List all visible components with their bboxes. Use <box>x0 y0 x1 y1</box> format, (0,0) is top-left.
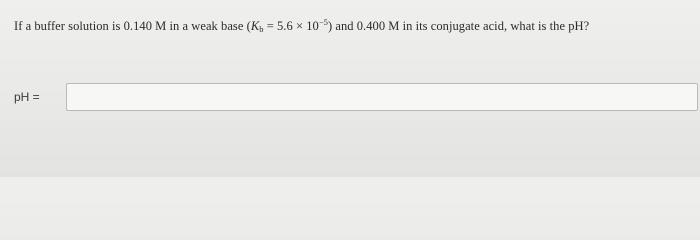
kb-subscript: b <box>259 24 264 34</box>
kb-value: = 5.6 × 10 <box>263 19 319 33</box>
answer-row <box>14 80 698 114</box>
kb-exponent-wrap <box>319 19 328 33</box>
ph-answer-input[interactable] <box>66 83 698 111</box>
question-text-end: ) and 0.400 M in its conjugate acid, what is the pH? <box>327 19 590 33</box>
ph-label: pH = <box>14 90 40 104</box>
kb-symbol <box>251 19 264 33</box>
kb-exponent: −5 <box>318 17 328 27</box>
question-text <box>14 14 589 37</box>
question-text-start: If a buffer solution is 0.140 M in a weak base ( <box>14 19 251 33</box>
kb-letter: K <box>250 19 260 33</box>
